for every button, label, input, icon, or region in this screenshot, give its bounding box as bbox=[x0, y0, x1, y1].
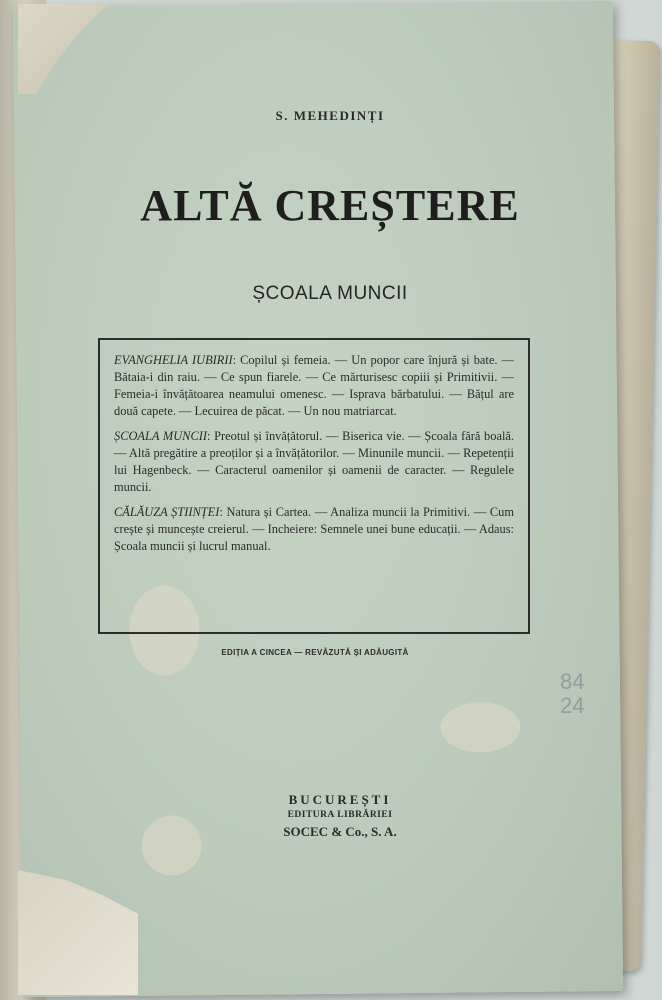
contents-section: EVANGHELIA IUBIRII: Copilul și femeia. — Un popor care înjură și bate. — Bătaia-i din raiu. — Ce spun fiarele. — Ce mărturisesc copiii și Primitivii. — Femeia-i învățătoarea neamului omenesc. — Isprava bărbatului. — Bățul are două capete. — Lecuirea de păcat. — Un nou matriarcat. bbox=[114, 353, 514, 418]
pencil-note: 84 24 bbox=[560, 669, 585, 718]
edition-note: EDIȚIA A CINCEA — REVĂZUTĂ ȘI ADĂUGITĂ bbox=[221, 648, 409, 657]
section-text: Copilul și femeia. — Un popor care înjură și bate. — Bătaia-i din raiu. — Ce spun fiarele. — Ce mărturisesc copiii și Primitivii. — Femeia-i învățătoarea neamului omenesc. — Isprava bărbatului. — Bățul are două capete. — Lecuirea de păcat. — Un nou matriarcat. bbox=[114, 353, 514, 418]
contents-box bbox=[98, 338, 530, 634]
section-text: Preotul și învățătorul. — Biserica vie. — Școala fără boală. — Altă pregătire a preoților și a învățătorilor. — Minunile muncii. — Repetenții lui Hagenbeck. — Caracterul oamenilor și oamenii de caracter. — Regulele muncii. bbox=[114, 429, 514, 494]
contents-section: CĂLĂUZA ȘTIINȚEI: Natura și Cartea. — Analiza muncii la Primitivi. — Cum crește și muncește creierul. — Incheiere: Semnele unei bune educații. — Adaus: Școala muncii și lucrul manual. bbox=[114, 505, 514, 553]
section-heading: EVANGHELIA IUBIRII bbox=[114, 353, 233, 367]
publisher-name: EDITURA LIBRĂRIEI bbox=[287, 810, 393, 820]
stain bbox=[141, 815, 202, 876]
book-subtitle: ȘCOALA MUNCII bbox=[252, 283, 408, 304]
section-heading: CĂLĂUZA ȘTIINȚEI bbox=[114, 505, 220, 519]
book-title: ALTĂ CREȘTERE bbox=[140, 181, 520, 230]
stain bbox=[440, 702, 521, 753]
section-text: Natura și Cartea. — Analiza muncii la Primitivi. — Cum crește și muncește creierul. — Incheiere: Semnele unei bune educații. — Adaus: Școala muncii și lucrul manual. bbox=[114, 505, 514, 553]
publication-city: BUCUREȘTI bbox=[288, 792, 392, 807]
contents-section: ȘCOALA MUNCII: Preotul și învățătorul. — Biserica vie. — Școala fără boală. — Altă pregătire a preoților și a învățătorilor. — Minunile muncii. — Repetenții lui Hagenbeck. — Caracterul oamenilor și oamenii de caracter. — Regulele muncii. bbox=[114, 429, 514, 494]
section-heading: ȘCOALA MUNCII bbox=[114, 429, 207, 443]
author-name: S. MEHEDINȚI bbox=[275, 108, 385, 123]
publisher-company: SOCEC & Co., S. A. bbox=[283, 824, 397, 839]
